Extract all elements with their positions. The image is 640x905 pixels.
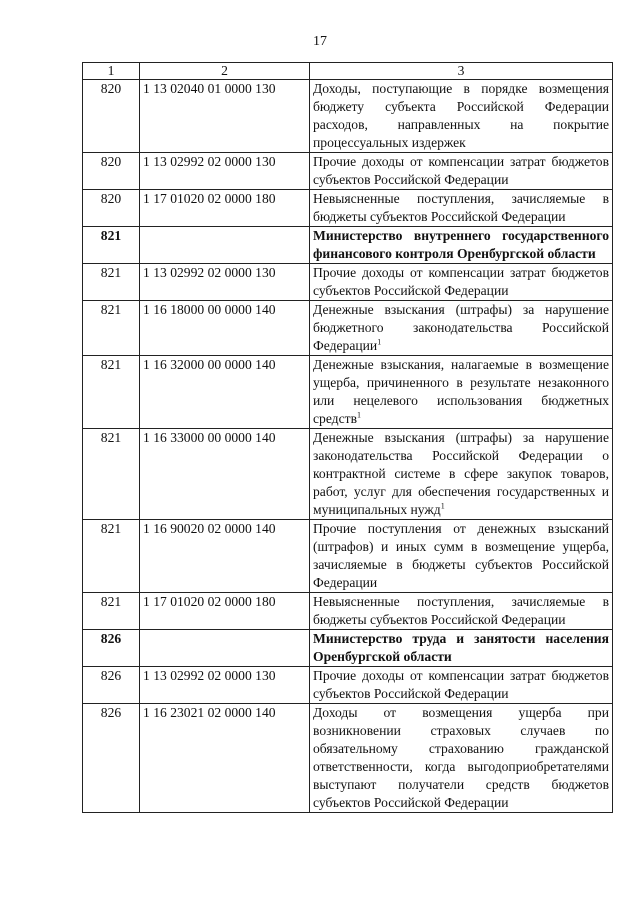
column-header-1: 1: [83, 63, 140, 80]
budget-code-cell: 1 16 90020 02 0000 140: [140, 520, 310, 593]
budget-code-cell: 1 17 01020 02 0000 180: [140, 593, 310, 630]
revenue-name-cell: [310, 80, 613, 153]
admin-code-cell: 821: [83, 227, 140, 264]
budget-code-cell: 1 13 02992 02 0000 130: [140, 153, 310, 190]
revenue-name-text: Доходы, поступающие в порядке возмещения бюджету субъекта Российской Федерации расходов, направленных на покрытие процессуальных издержек: [313, 81, 609, 150]
revenue-name-text: Министерство труда и занятости населения Оренбургской области: [313, 631, 609, 664]
admin-code-cell: 826: [83, 667, 140, 704]
revenue-name-text: Министерство внутреннего государственного финансового контроля Оренбургской области: [313, 228, 609, 261]
footnote-mark: 1: [357, 410, 361, 420]
admin-code-cell: 820: [83, 153, 140, 190]
revenue-name-text: Доходы от возмещения ущерба при возникновении страховых случаев по обязательному страхованию гражданской ответственности, когда выгодоприобретателями выступают получатели средств бюджетов субъектов Российской Федерации: [313, 705, 609, 810]
table-row: [83, 593, 613, 630]
admin-code-cell: 821: [83, 429, 140, 520]
revenue-name-text: Невыясненные поступления, зачисляемые в бюджеты субъектов Российской Федерации: [313, 191, 609, 224]
revenue-name-text: Прочие доходы от компенсации затрат бюджетов субъектов Российской Федерации: [313, 154, 609, 187]
table-row: [83, 704, 613, 813]
table-row: [83, 264, 613, 301]
revenue-name-text: Прочие доходы от компенсации затрат бюджетов субъектов Российской Федерации: [313, 265, 609, 298]
budget-code-cell: [140, 227, 310, 264]
revenue-name-cell: [310, 264, 613, 301]
budget-code-cell: [140, 630, 310, 667]
admin-code-cell: 821: [83, 520, 140, 593]
revenue-name-cell: [310, 301, 613, 356]
budget-code-cell: 1 13 02992 02 0000 130: [140, 667, 310, 704]
column-header-3: 3: [310, 63, 613, 80]
revenue-name-text: Прочие доходы от компенсации затрат бюджетов субъектов Российской Федерации: [313, 668, 609, 701]
budget-code-cell: 1 16 33000 00 0000 140: [140, 429, 310, 520]
revenue-name-cell: [310, 593, 613, 630]
revenue-name-cell: [310, 667, 613, 704]
budget-code-cell: 1 13 02992 02 0000 130: [140, 264, 310, 301]
table-header-row: [83, 63, 613, 80]
revenue-name-text: Денежные взыскания (штрафы) за нарушение бюджетного законодательства Российской Федерации: [313, 302, 609, 353]
table-row: [83, 301, 613, 356]
revenue-name-cell: [310, 356, 613, 429]
budget-code-cell: 1 16 32000 00 0000 140: [140, 356, 310, 429]
table-row: [83, 630, 613, 667]
page-number: 17: [313, 34, 327, 49]
table-row: [83, 190, 613, 227]
table-row: [83, 227, 613, 264]
admin-code-cell: 821: [83, 264, 140, 301]
table-row: [83, 429, 613, 520]
revenue-name-cell: [310, 153, 613, 190]
admin-code-cell: 826: [83, 704, 140, 813]
footnote-mark: 1: [440, 501, 445, 511]
admin-code-cell: 821: [83, 356, 140, 429]
admin-code-cell: 821: [83, 301, 140, 356]
revenue-name-text: Денежные взыскания, налагаемые в возмещение ущерба, причиненного в результате незаконного или нецелевого использования бюджетных средств: [313, 357, 609, 426]
revenue-name-cell: [310, 227, 613, 264]
budget-code-cell: 1 13 02040 01 0000 130: [140, 80, 310, 153]
footnote-mark: 1: [377, 337, 382, 347]
revenue-name-cell: [310, 630, 613, 667]
table-row: [83, 520, 613, 593]
table-row: [83, 667, 613, 704]
admin-code-cell: 820: [83, 190, 140, 227]
table-row: [83, 80, 613, 153]
table-row: [83, 356, 613, 429]
budget-code-cell: 1 16 23021 02 0000 140: [140, 704, 310, 813]
revenue-classification-table: [82, 62, 613, 813]
table-row: [83, 153, 613, 190]
revenue-name-cell: [310, 190, 613, 227]
revenue-name-text: Денежные взыскания (штрафы) за нарушение законодательства Российской Федерации о контрактной системе в сфере закупок товаров, работ, услуг для обеспечения государственных и муниципальных нужд: [313, 430, 609, 517]
budget-code-cell: 1 17 01020 02 0000 180: [140, 190, 310, 227]
budget-code-cell: 1 16 18000 00 0000 140: [140, 301, 310, 356]
admin-code-cell: 826: [83, 630, 140, 667]
admin-code-cell: 821: [83, 593, 140, 630]
revenue-name-text: Прочие поступления от денежных взысканий (штрафов) и иных сумм в возмещение ущерба, зачисляемые в бюджеты субъектов Российской Федерации: [313, 521, 609, 590]
admin-code-cell: 820: [83, 80, 140, 153]
revenue-name-text: Невыясненные поступления, зачисляемые в бюджеты субъектов Российской Федерации: [313, 594, 609, 627]
revenue-name-cell: [310, 429, 613, 520]
revenue-name-cell: [310, 520, 613, 593]
revenue-name-cell: [310, 704, 613, 813]
column-header-2: 2: [140, 63, 310, 80]
